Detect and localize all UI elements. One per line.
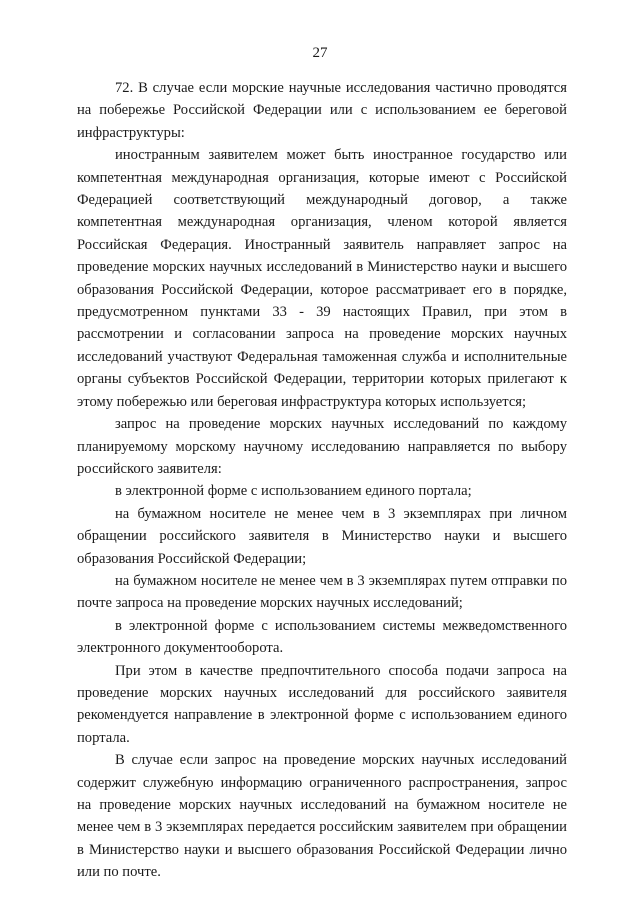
page-number: 27 [312,45,328,61]
paragraph-option-paper-mail: на бумажном носителе не менее чем в 3 экземплярах путем отправки по почте запроса на проведение морских научных исследований; [77,572,567,612]
paragraph-option-interagency: в электронной форме с использованием системы межведомственного электронного документооборота. [77,617,567,657]
paragraph-preferred-method: При этом в качестве предпочтительного способа подачи запроса на проведение морских научных исследований для российского заявителя рекомендуется направление в электронной форме с использованием единого портала. [77,662,567,746]
paragraph-option-paper-in-person: на бумажном носителе не менее чем в 3 экземплярах при личном обращении российского заявителя в Министерство науки и высшего образования Российской Федерации; [77,505,567,567]
document-body [77,77,567,884]
paragraph-72-intro: 72. В случае если морские научные исследования частично проводятся на побережье Российской Федерации или с использованием ее береговой инфраструктуры: [77,80,567,141]
paragraph-request-submission: запрос на проведение морских научных исследований по каждому планируемому морскому научному исследованию направляется по выбору российского заявителя: [77,416,567,477]
paragraph-option-portal: в электронной форме с использованием единого портала; [115,483,472,500]
paragraph-restricted-info: В случае если запрос на проведение морских научных исследований содержит служебную информацию ограниченного распространения, запрос на проведение морских научных исследований на бумажном носителе не менее чем в 3 экземплярах передается российским заявителем при обращении в Министерство науки и высшего образования Российской Федерации лично или по почте. [77,752,567,881]
paragraph-foreign-applicant: иностранным заявителем может быть иностранное государство или компетентная международная организация, которые имеют с Российской Федерацией соответствующий международный договор, а также компетентная международная организация, членом которой является Российская Федерация. Иностранный заявитель направляет запрос на проведение морских научных исследований в Министерство науки и высшего образования Российской Федерации, которое рассматривает его в порядке, предусмотренном пунктами 33 - 39 настоящих Правил, при этом в рассмотрении и согласовании запроса на проведение морских научных исследований участвуют Федеральная таможенная служба и исполнительные органы субъектов Российской Федерации, территории которых прилегают к этому побережью или береговая инфраструктура которых используется; [77,147,567,410]
